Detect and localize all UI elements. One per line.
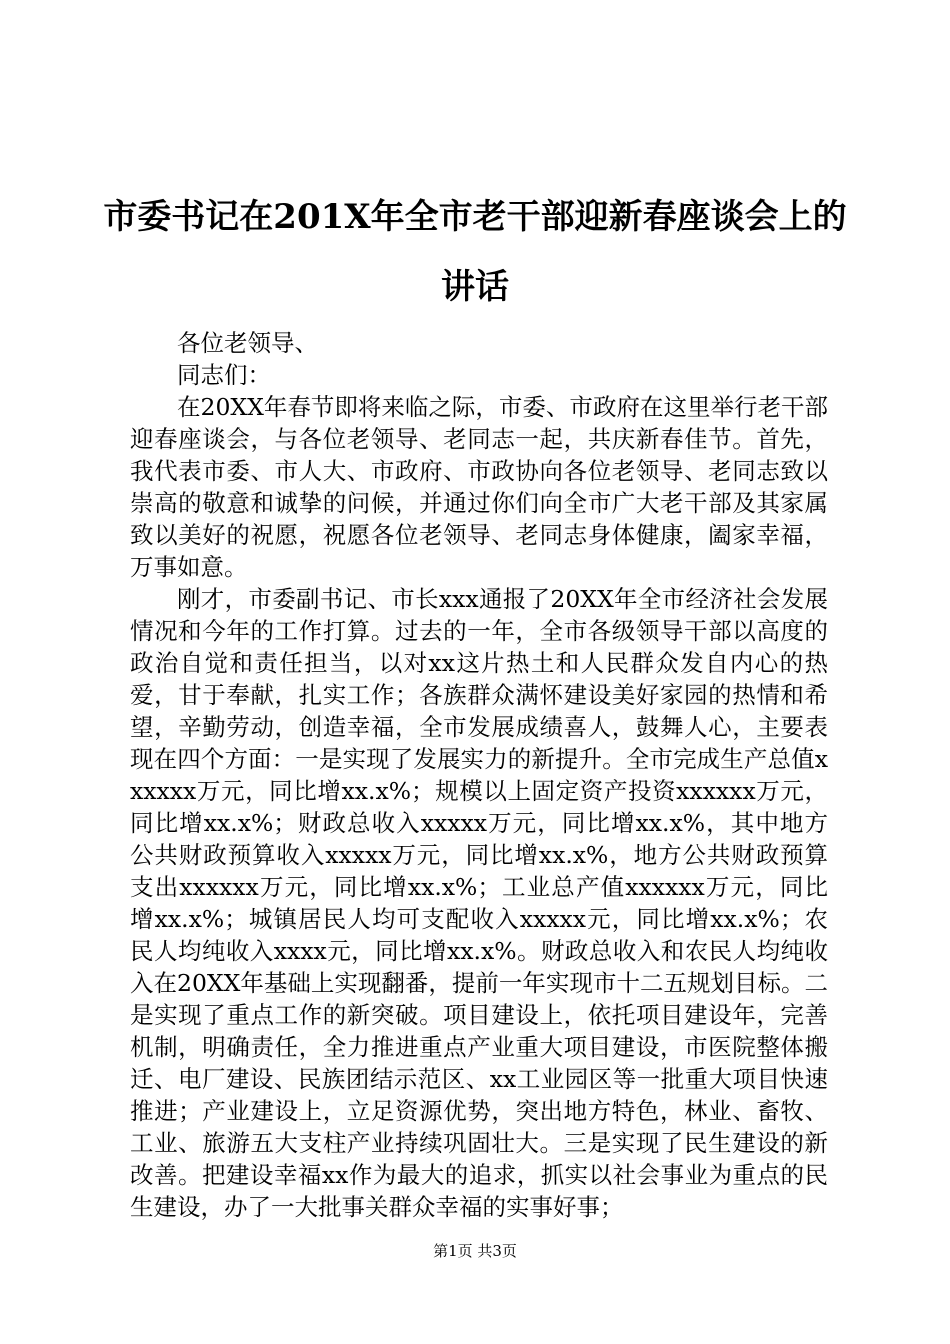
page-number-footer: 第1页 共3页 bbox=[433, 1242, 517, 1260]
salutation-line: 同志们： bbox=[177, 361, 271, 389]
document-title: 市委书记在201X年全市老干部迎新春座谈会上的讲话 bbox=[103, 197, 847, 307]
body-paragraph: 刚才，市委副书记、市长xxx通报了20XX年全市经济社会发展情况和今年的工作打算。过去的一年，全市各级领导干部以高度的政治自觉和责任担当，以对xx这片热土和人民群众发自内心的热爱，甘于奉献，扎实工作；各族群众满怀建设美好家园的热情和希望，辛勤劳动，创造幸福，全市发展成绩喜人，鼓舞人心，主要表现在四个方面：一是实现了发展实力的新提升。全市完成生产总值xxxxxx万元，同比增xx.x%；规模以上固定资产投资xxxxxx万元，同比增xx.x%；财政总收入xxxxx万元，同比增xx.x%，其中地方公共财政预算收入xxxxx万元，同比增xx.x%，地方公共财政预算支出xxxxxx万元，同比增xx.x%；工业总产值xxxxxx万元，同比增xx.x%；城镇居民人均可支配收入xxxxx元，同比增xx.x%；农民人均纯收入xxxx元，同比增xx.x%。财政总收入和农民人均纯收入在20XX年基础上实现翻番，提前一年实现市十二五规划目标。二是实现了重点工作的新突破。项目建设上，依托项目建设年，完善机制，明确责任，全力推进重点产业重大项目建设，市医院整体搬迁、电厂建设、民族团结示范区、xx工业园区等一批重大项目快速推进；产业建设上，立足资源优势，突出地方特色，林业、畜牧、工业、旅游五大支柱产业持续巩固壮大。三是实现了民生建设的新改善。把建设幸福xx作为最大的追求，抓实以社会事业为重点的民生建设，办了一大批事关群众幸福的实事好事； bbox=[130, 585, 828, 1221]
document-body bbox=[130, 327, 828, 1223]
body-paragraph: 在20XX年春节即将来临之际，市委、市政府在这里举行老干部迎春座谈会，与各位老领导、老同志一起，共庆新春佳节。首先，我代表市委、市人大、市政府、市政协向各位老领导、老同志致以崇高的敬意和诚挚的问候，并通过你们向全市广大老干部及其家属致以美好的祝愿，祝愿各位老领导、老同志身体健康，阖家幸福，万事如意。 bbox=[130, 393, 828, 581]
salutation-line: 各位老领导、 bbox=[177, 329, 318, 357]
